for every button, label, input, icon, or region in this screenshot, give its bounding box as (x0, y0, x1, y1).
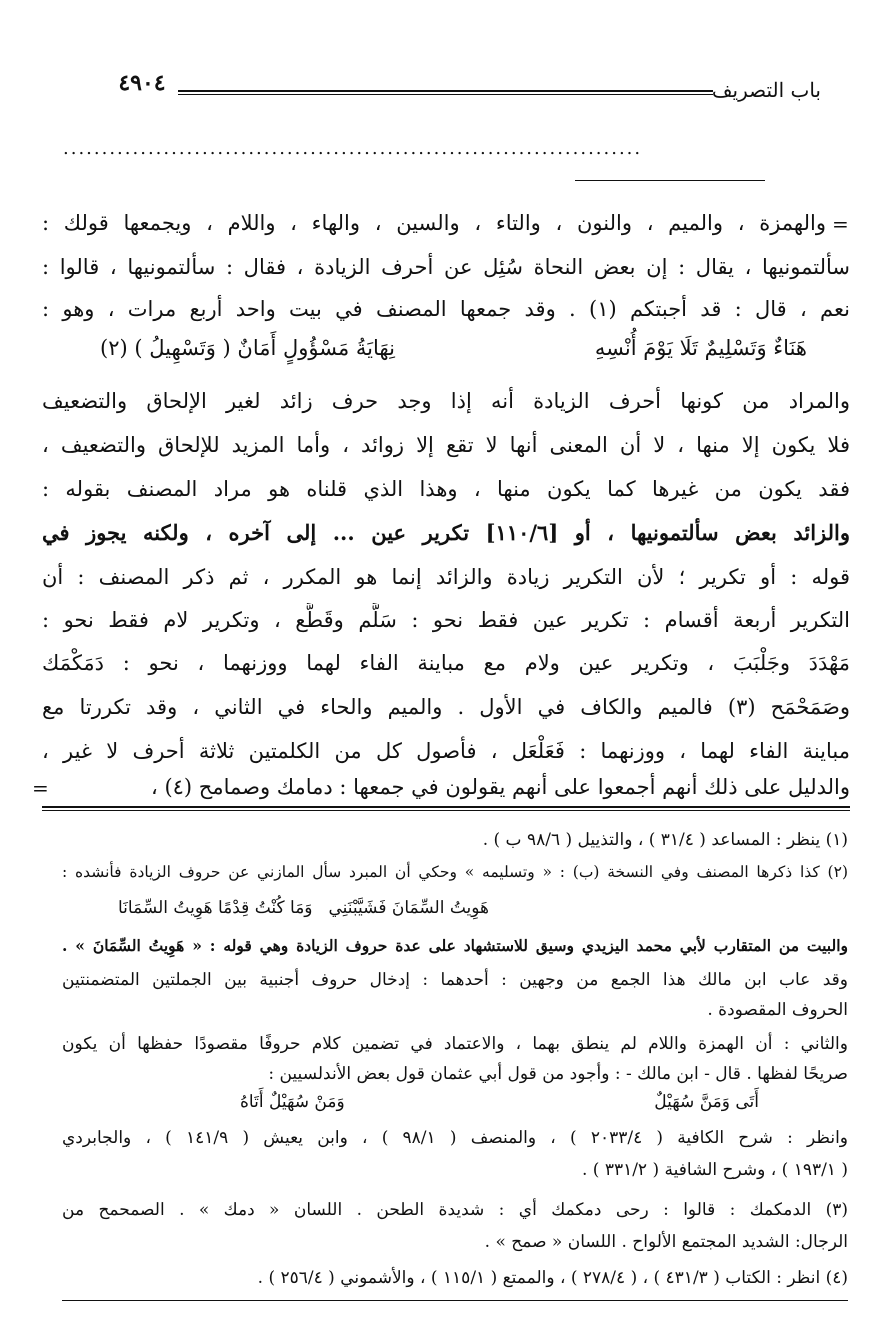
body-line-1: والهمزة ، والميم ، والنون ، والتاء ، والسين ، والهاء ، واللام ، ويجمعها قولك : (42, 211, 826, 235)
footnote-2-line-3: الحروف المقصودة . (707, 1000, 848, 1020)
footnote-verse-1-first: هَوِيتُ السِّمَانَ فَشَيَّبْنَنِي (328, 898, 489, 918)
footnote-2-source: والبيت من المتقارب لأبي محمد اليزيدي وسيق للاستشهاد على عدة حروف الزيادة وهي قوله : « هَوِيتُ السِّمَانَ » . (62, 936, 848, 955)
footnote-4: (٤) انظر : الكتاب ( ٤٣١/٣ ) ، ( ٢٧٨/٤ ) ، والممتع ( ١١٥/١ ) ، والأشموني ( ٢٥٦/٤ ) . (257, 1268, 848, 1288)
page-number: ٤٩٠٤ (118, 70, 166, 96)
verse-first-hemistich: هَنَاءٌ وَتَسْلِيمٌ تَلَا يَوْمَ أُنْسِهِ (594, 336, 807, 360)
body-line-10: مَهْدَدَ وجَلْبَبَ ، وتكرير عين ولام مع مباينة الفاء لهما ووزنهما ، نحو : دَمَكْمَك (42, 651, 850, 675)
verse-second-hemistich: نِهَايَةُ مَسْؤُولٍ أَمَانٌ ( وَتَسْهِيلُ ) (٢) (100, 336, 395, 360)
footnote-verse-2-second: وَمَنْ سُهَيْلٌ أَتَاهُ (240, 1092, 345, 1112)
body-line-3: نعم ، قال : قد أجبتكم (١) . وقد جمعها المصنف في بيت واحد أربع مرات ، وهو : (42, 297, 850, 321)
continuation-marker: = (832, 212, 849, 236)
continuation-marker-end: = (32, 776, 49, 800)
body-line-5: فلا يكون إلا منها ، لا أن المعنى أنها لا تقع إلا زوائد ، وأما المزيد للإلحاق والتضعيف ، (42, 433, 850, 457)
footnote-verse-1-second: وَمَا كُنْتُ قِدْمًا هَوِيتُ السِّمَانَا (118, 898, 313, 918)
body-line-8: قوله : أو تكرير ؛ لأن التكرير زيادة والزائد إنما هو المكرر ، ثم ذكر المصنف : أن (42, 565, 850, 589)
footnote-2-line-5: صريحًا لفظها . قال - ابن مالك - : وأجود من قول أبي عثمان قول بعض الأندلسيين : (268, 1064, 848, 1084)
bottom-rule (62, 1300, 848, 1301)
ellipsis-line: ........................................................................... (63, 138, 643, 159)
section-rule (575, 180, 765, 181)
body-line-6: فقد يكون من غيرها كما يكون منها ، وهذا الذي قلناه هو مراد المصنف بقوله : (42, 477, 850, 501)
body-line-11: وصَمَحْمَح (٣) فالميم والكاف في الأول . والميم والحاء في الثاني ، وقد تكررتا مع (42, 695, 850, 719)
footnote-verse-2-first: أَتَى وَمَنَّ سُهَيْلٌ (654, 1092, 759, 1112)
footnote-separator (42, 806, 850, 811)
footnote-2-line-4: والثاني : أن الهمزة واللام لم ينطق بهما ، والاعتماد في تضمين كلام حروفًا مقصودًا حفظها أن يكون (62, 1034, 848, 1054)
body-line-12: مباينة الفاء لهما ، ووزنهما : فَعَلْعَل ، فأصول كل من الكلمتين ثلاثة أحرف لا غير ، (42, 739, 850, 763)
footnote-2: (٢) كذا ذكرها المصنف وفي النسخة (ب) : « وتسليمه » وحكي أن المبرد سأل المازني عن حروف الزيادة فأنشده : (62, 863, 848, 881)
header-rule (178, 90, 713, 95)
body-line-9: التكرير أربعة أقسام : تكرير عين فقط نحو : سَلَّم وقَطَّع ، وتكرير لام فقط نحو : (42, 608, 850, 632)
body-line-13: والدليل على ذلك أنهم أجمعوا على أنهم يقولون في جمعها : دمامك وصمامح (٤) ، (150, 775, 850, 799)
body-line-2: سألتمونيها ، يقال : إن بعض النحاة سُئِل عن أحرف الزيادة ، فقال : سألتمونيها ، قالوا : (42, 255, 850, 279)
body-line-7: والزائد بعض سألتمونيها ، أو [١١٠/٦] تكرير عين ... إلى آخره ، ولكنه يجوز في (42, 520, 850, 545)
footnote-3: (٣) الدمكمك : قالوا : رحى دمكمك أي : شديدة الطحن . اللسان « دمك » . الصمحمح من (62, 1200, 848, 1220)
footnote-2-refs-2: ( ١٩٣/١ ) ، وشرح الشافية ( ٣٣١/٢ ) . (581, 1160, 848, 1180)
chapter-title: باب التصريف (711, 78, 821, 102)
footnote-2-line-2: وقد عاب ابن مالك هذا الجمع من وجهين : أحدهما : إدخال حروف أجنبية بين الجملتين المتضمنتين (62, 970, 848, 990)
footnote-3-line-2: الرجال: الشديد المجتمع الألواح . اللسان « صمح » . (484, 1232, 848, 1252)
body-line-4: والمراد من كونها أحرف الزيادة أنه إذا وجد حرف زائد لغير الإلحاق والتضعيف (42, 389, 850, 413)
footnote-1: (١) ينظر : المساعد ( ٣١/٤ ) ، والتذييل ( ٩٨/٦ ب ) . (482, 830, 848, 850)
footnote-2-refs: وانظر : شرح الكافية ( ٢٠٣٣/٤ ) ، والمنصف ( ٩٨/١ ) ، وابن يعيش ( ١٤١/٩ ) ، والجابردي (62, 1128, 848, 1148)
